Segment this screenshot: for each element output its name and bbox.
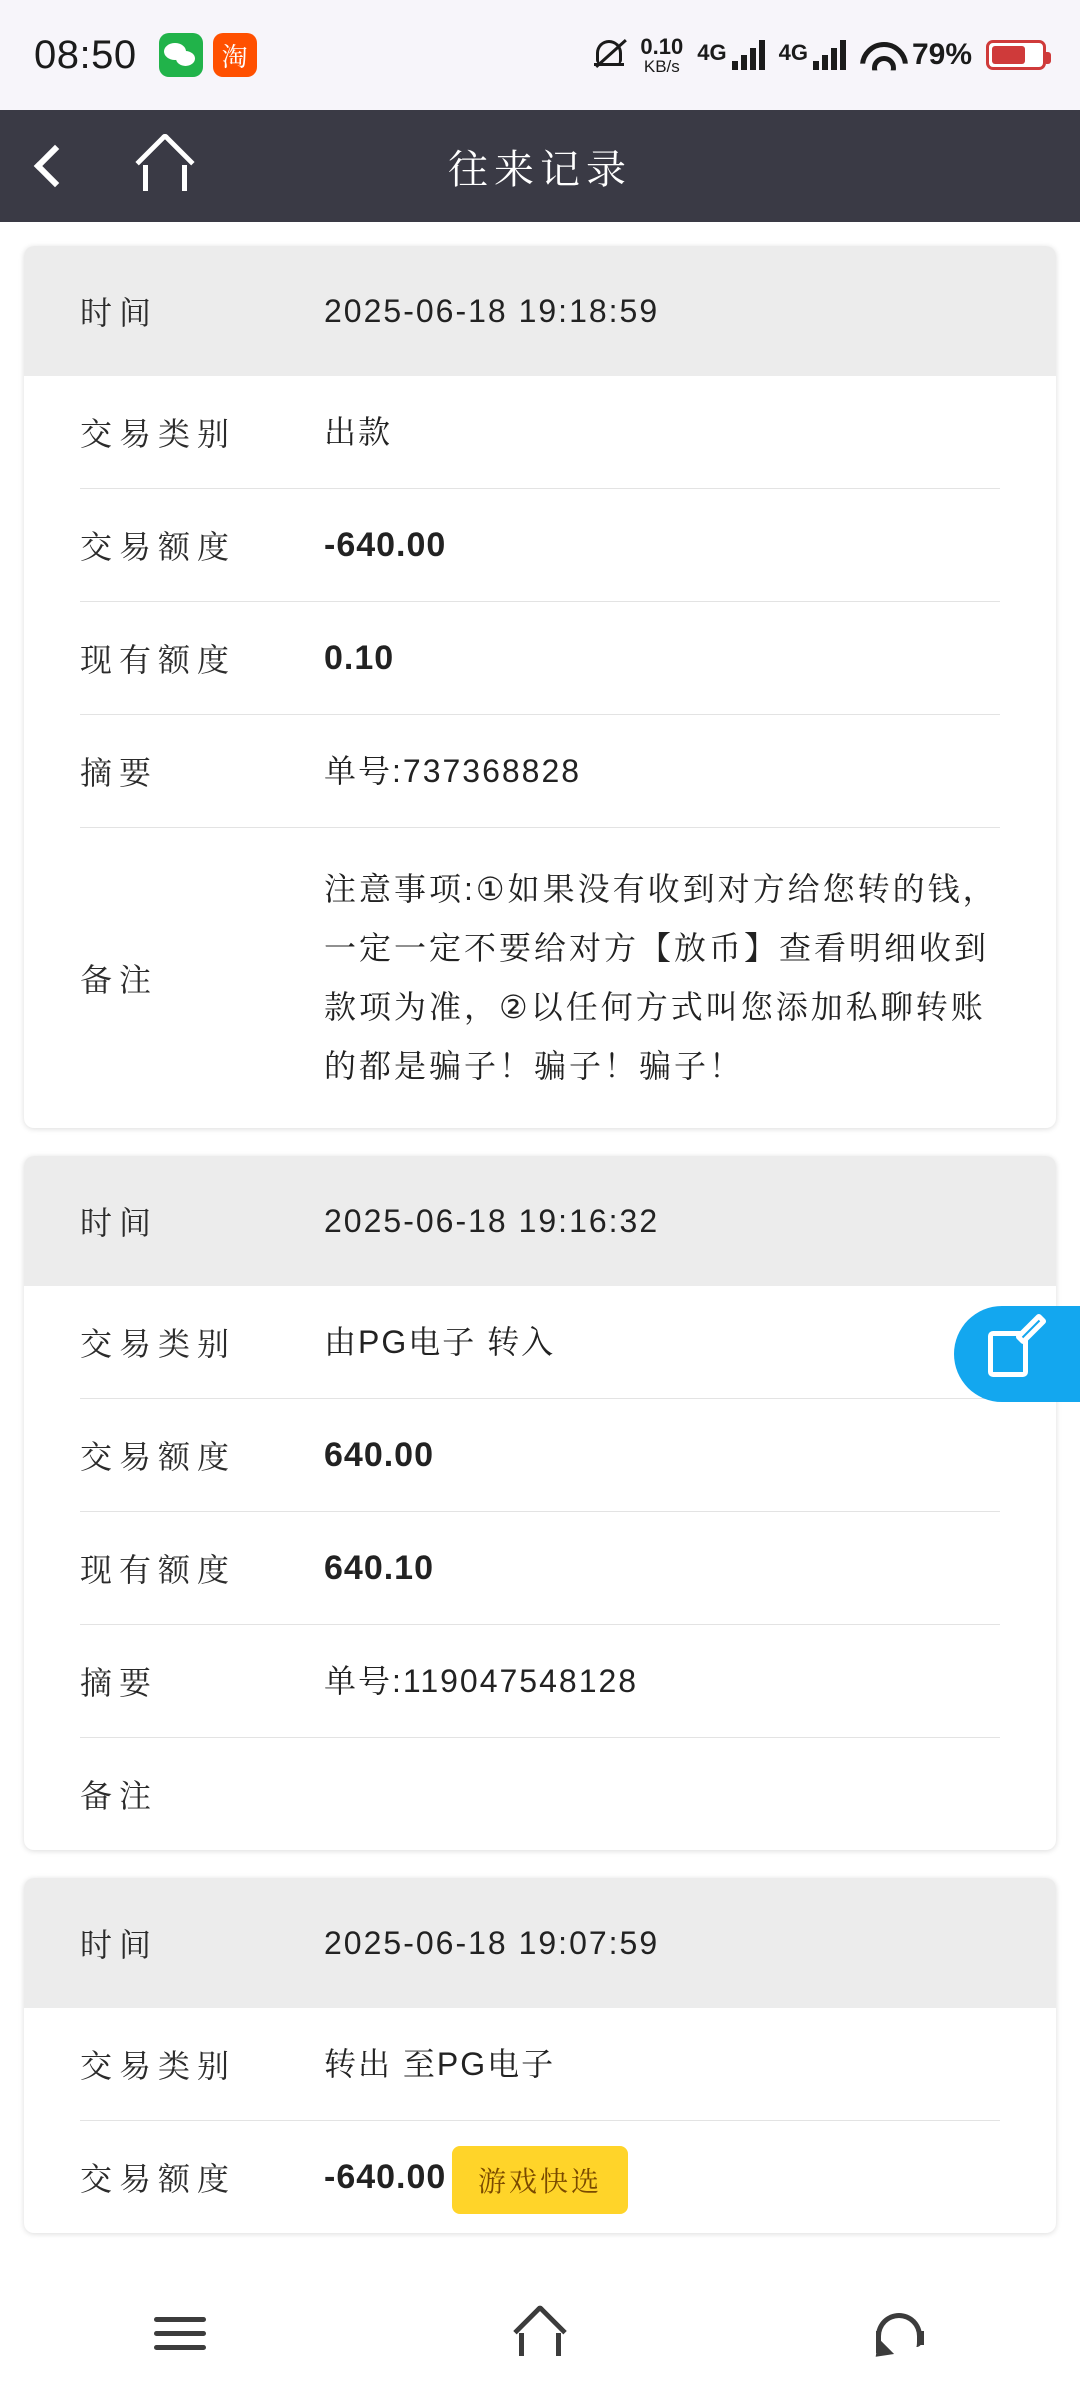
value-summary: 单号:119047548128 <box>324 1663 639 1699</box>
label-amount: 交易额度 <box>80 529 237 565</box>
app-bar <box>0 110 1080 222</box>
record-time-row <box>24 246 1056 376</box>
page-title: 往来记录 <box>448 147 632 192</box>
record-note-row <box>24 828 1056 1128</box>
value-time: 2025-06-18 19:07:59 <box>324 1925 660 1961</box>
label-time: 时间 <box>80 1205 159 1241</box>
value-balance: 0.10 <box>324 638 395 677</box>
home-button[interactable] <box>110 110 220 222</box>
value-balance: 640.10 <box>324 1548 434 1587</box>
label-note: 备注 <box>80 962 159 998</box>
label-summary: 摘要 <box>80 755 159 791</box>
sim2-signal <box>779 40 846 70</box>
menu-icon <box>154 2308 206 2359</box>
home-icon <box>137 141 193 191</box>
record-card[interactable] <box>24 1156 1056 1850</box>
label-balance: 现有额度 <box>80 642 237 678</box>
record-note-row <box>24 1738 1056 1850</box>
record-amount-row <box>24 489 1056 601</box>
back-icon <box>872 2309 928 2357</box>
sim1-label: 4G <box>697 40 727 65</box>
value-type: 出款 <box>324 414 393 450</box>
value-amount: -640.00 <box>324 2157 447 2196</box>
value-type: 转出 至PG电子 <box>324 2046 556 2082</box>
label-type: 交易类别 <box>80 416 237 452</box>
nav-recents-button[interactable] <box>120 2266 240 2400</box>
sim2-label: 4G <box>778 40 808 65</box>
wechat-icon <box>159 33 203 77</box>
value-amount: 640.00 <box>324 1435 434 1474</box>
sim1-signal <box>697 40 764 70</box>
value-amount: -640.00 <box>324 525 447 564</box>
back-button[interactable] <box>0 110 110 222</box>
sim2-bars <box>813 40 846 70</box>
status-notification-icons <box>159 33 257 77</box>
record-type-row <box>24 1286 1056 1398</box>
value-note: 注意事项:①如果没有收到对方给您转的钱，一定一定不要给对方【放币】查看明细收到款项为准，②以任何方式叫您添加私聊转账的都是骗子！骗子！骗子！ <box>324 870 998 1085</box>
network-speed-unit: KB/s <box>643 56 680 76</box>
value-time: 2025-06-18 19:16:32 <box>324 1203 660 1239</box>
label-summary: 摘要 <box>80 1665 159 1701</box>
chevron-left-icon <box>34 145 76 187</box>
status-system-icons <box>592 35 1046 76</box>
record-time-row <box>24 1156 1056 1286</box>
sim1-bars <box>732 40 765 70</box>
network-speed-value: 0.10 <box>640 33 684 59</box>
quick-pick-button[interactable]: 游戏快选 <box>452 2146 628 2214</box>
record-card[interactable] <box>24 246 1056 1128</box>
battery-percent: 79% <box>911 38 972 71</box>
taobao-icon: 淘 <box>213 33 257 77</box>
record-balance-row <box>24 1512 1056 1624</box>
label-amount: 交易额度 <box>80 2161 237 2197</box>
record-summary-row <box>24 1625 1056 1737</box>
nav-home-button[interactable] <box>480 2266 600 2400</box>
battery-icon <box>986 40 1046 70</box>
label-balance: 现有额度 <box>80 1552 237 1588</box>
record-time-row <box>24 1878 1056 2008</box>
label-amount: 交易额度 <box>80 1439 237 1475</box>
edit-note-fab[interactable] <box>954 1306 1080 1402</box>
label-time: 时间 <box>80 1927 159 1963</box>
value-summary: 单号:737368828 <box>324 753 582 789</box>
record-type-row <box>24 376 1056 488</box>
records-list[interactable] <box>0 222 1080 2266</box>
edit-note-icon <box>988 1325 1046 1383</box>
nav-back-button[interactable] <box>840 2266 960 2400</box>
bell-muted-icon <box>592 36 626 74</box>
status-clock: 08:50 <box>34 32 137 77</box>
record-type-row <box>24 2008 1056 2120</box>
value-type: 由PG电子 转入 <box>324 1324 556 1360</box>
label-type: 交易类别 <box>80 2048 237 2084</box>
wifi-icon <box>860 40 898 70</box>
status-bar <box>0 0 1080 110</box>
label-time: 时间 <box>80 295 159 331</box>
label-type: 交易类别 <box>80 1326 237 1362</box>
system-nav-bar <box>0 2266 1080 2400</box>
home-icon <box>513 2310 567 2356</box>
record-amount-row <box>24 1399 1056 1511</box>
record-balance-row <box>24 602 1056 714</box>
record-summary-row <box>24 715 1056 827</box>
label-note: 备注 <box>80 1778 159 1814</box>
value-time: 2025-06-18 19:18:59 <box>324 293 660 329</box>
network-speed <box>640 35 683 76</box>
